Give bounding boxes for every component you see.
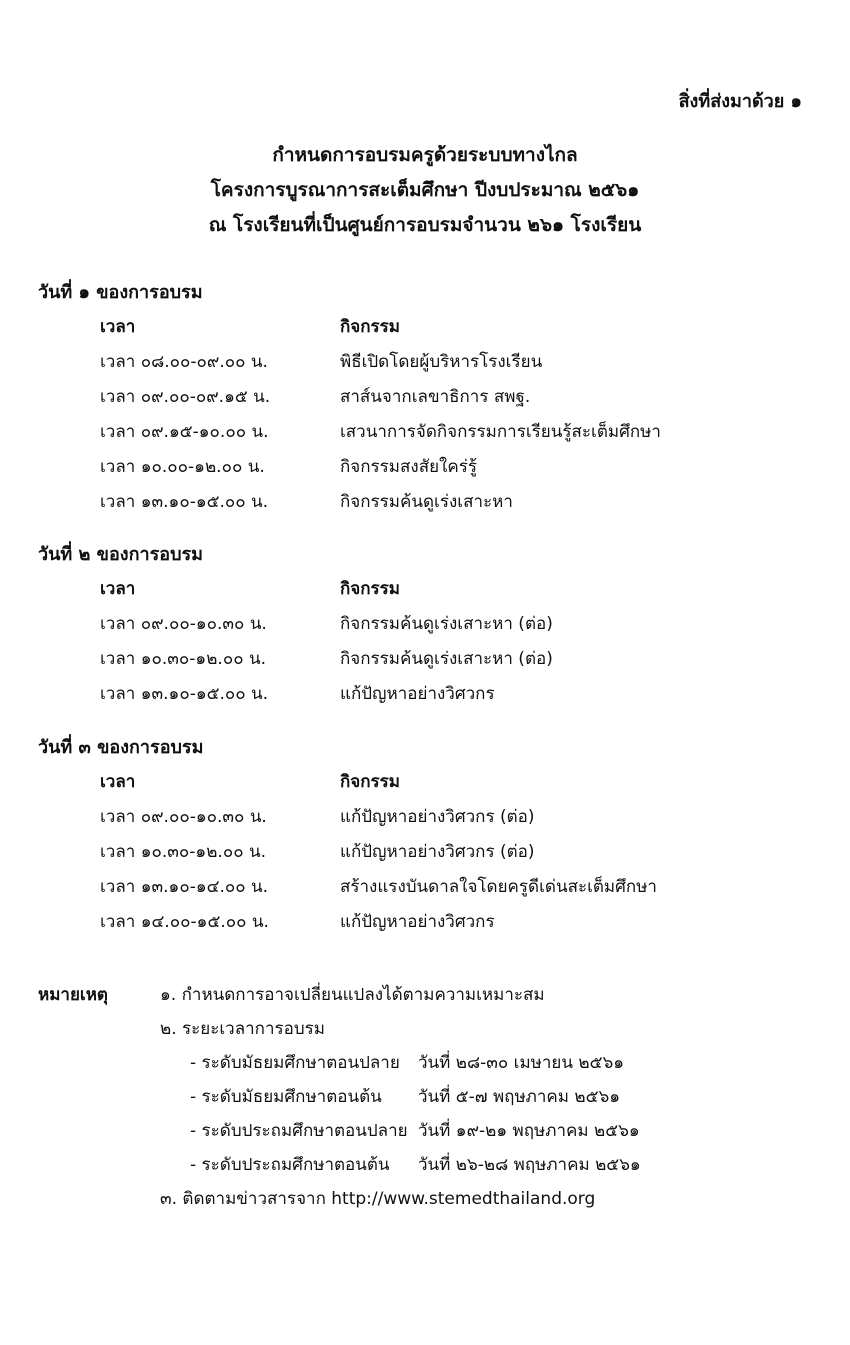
note-item-1: ๑. กำหนดการอาจเปลี่ยนแปลงได้ตามความเหมาะสม <box>160 985 545 1005</box>
note-line-1 <box>38 978 818 1012</box>
row-time: เวลา ๑๐.๓๐-๑๒.๐๐ น. <box>100 649 267 669</box>
header-time: เวลา <box>100 317 136 337</box>
schedule-row <box>38 905 818 940</box>
row-activity: กิจกรรมค้นดูเร่งเสาะหา <box>340 492 513 512</box>
notes-label: หมายเหตุ <box>38 985 108 1005</box>
day-1-section <box>38 276 818 520</box>
schedule-row <box>38 485 818 520</box>
title-line-1: กำหนดการอบรมครูด้วยระบบทางไกล <box>272 144 578 166</box>
day-1-title: วันที่ ๑ ของการอบรม <box>38 282 203 303</box>
day-2-section <box>38 538 818 712</box>
row-time: เวลา ๑๓.๑๐-๑๔.๐๐ น. <box>100 877 269 897</box>
row-activity: กิจกรรมค้นดูเร่งเสาะหา (ต่อ) <box>340 649 553 669</box>
row-activity: กิจกรรมสงสัยใคร่รู้ <box>340 457 477 477</box>
header-activity: กิจกรรม <box>340 579 401 599</box>
training-period-row <box>38 1114 818 1148</box>
training-period-row <box>38 1148 818 1182</box>
period-level: - ระดับมัธยมศึกษาตอนปลาย <box>190 1053 400 1073</box>
day-2-title: วันที่ ๒ ของการอบรม <box>38 544 204 565</box>
header-activity: กิจกรรม <box>340 317 401 337</box>
row-activity: แก้ปัญหาอย่างวิศวกร <box>340 912 495 932</box>
attachment-label: สิ่งที่ส่งมาด้วย ๑ <box>678 91 802 112</box>
row-time: เวลา ๐๘.๐๐-๐๙.๐๐ น. <box>100 352 268 372</box>
schedule-row <box>38 607 818 642</box>
schedule-header <box>38 310 818 345</box>
row-activity: แก้ปัญหาอย่างวิศวกร <box>340 684 495 704</box>
day-3-section <box>38 731 818 940</box>
period-dates: วันที่ ๕-๗ พฤษภาคม ๒๕๖๑ <box>418 1087 621 1107</box>
row-time: เวลา ๑๓.๑๐-๑๕.๐๐ น. <box>100 492 269 512</box>
schedule-row <box>38 642 818 677</box>
row-activity: สาส์นจากเลขาธิการ สพฐ. <box>340 387 531 407</box>
header-activity: กิจกรรม <box>340 772 401 792</box>
row-activity: สร้างแรงบันดาลใจโดยครูดีเด่นสะเต็มศึกษา <box>340 877 657 897</box>
row-activity: แก้ปัญหาอย่างวิศวกร (ต่อ) <box>340 807 535 827</box>
schedule-row <box>38 870 818 905</box>
note-item-3: ๓. ติดตามข่าวสารจาก http://www.stemedthailand.org <box>160 1189 596 1209</box>
training-period-row <box>38 1046 818 1080</box>
row-activity: กิจกรรมค้นดูเร่งเสาะหา (ต่อ) <box>340 614 553 634</box>
period-level: - ระดับประถมศึกษาตอนปลาย <box>190 1121 408 1141</box>
schedule-row <box>38 345 818 380</box>
period-dates: วันที่ ๒๘-๓๐ เมษายน ๒๕๖๑ <box>418 1053 625 1073</box>
header-time: เวลา <box>100 579 136 599</box>
schedule-row <box>38 380 818 415</box>
row-activity: พิธีเปิดโดยผู้บริหารโรงเรียน <box>340 352 543 372</box>
row-time: เวลา ๑๐.๓๐-๑๒.๐๐ น. <box>100 842 267 862</box>
schedule-row <box>38 450 818 485</box>
schedule-row <box>38 415 818 450</box>
row-time: เวลา ๑๓.๑๐-๑๕.๐๐ น. <box>100 684 269 704</box>
schedule-row <box>38 835 818 870</box>
note-item-2: ๒. ระยะเวลาการอบรม <box>160 1019 325 1039</box>
notes-section <box>38 978 818 1216</box>
title-line-3: ณ โรงเรียนที่เป็นศูนย์การอบรมจำนวน ๒๖๑ โรงเรียน <box>208 214 642 236</box>
row-time: เวลา ๐๙.๐๐-๑๐.๓๐ น. <box>100 807 267 827</box>
schedule-header <box>38 572 818 607</box>
row-activity: แก้ปัญหาอย่างวิศวกร (ต่อ) <box>340 842 535 862</box>
schedule-row <box>38 677 818 712</box>
training-period-row <box>38 1080 818 1114</box>
schedule-row <box>38 800 818 835</box>
day-3-title: วันที่ ๓ ของการอบรม <box>38 737 204 758</box>
row-time: เวลา ๑๔.๐๐-๑๕.๐๐ น. <box>100 912 269 932</box>
period-level: - ระดับมัธยมศึกษาตอนต้น <box>190 1087 382 1107</box>
period-dates: วันที่ ๑๙-๒๑ พฤษภาคม ๒๕๖๑ <box>418 1121 640 1141</box>
period-level: - ระดับประถมศึกษาตอนต้น <box>190 1155 390 1175</box>
schedule-header <box>38 765 818 800</box>
row-time: เวลา ๐๙.๐๐-๐๙.๑๕ น. <box>100 387 271 407</box>
row-time: เวลา ๐๙.๐๐-๑๐.๓๐ น. <box>100 614 267 634</box>
header-time: เวลา <box>100 772 136 792</box>
period-dates: วันที่ ๒๖-๒๘ พฤษภาคม ๒๕๖๑ <box>418 1155 641 1175</box>
row-time: เวลา ๐๙.๑๕-๑๐.๐๐ น. <box>100 422 269 442</box>
row-time: เวลา ๑๐.๐๐-๑๒.๐๐ น. <box>100 457 265 477</box>
row-activity: เสวนาการจัดกิจกรรมการเรียนรู้สะเต็มศึกษา <box>340 422 661 442</box>
document-titles <box>0 138 850 243</box>
title-line-2: โครงการบูรณาการสะเต็มศึกษา ปีงบประมาณ ๒๕๖๑ <box>210 179 640 201</box>
